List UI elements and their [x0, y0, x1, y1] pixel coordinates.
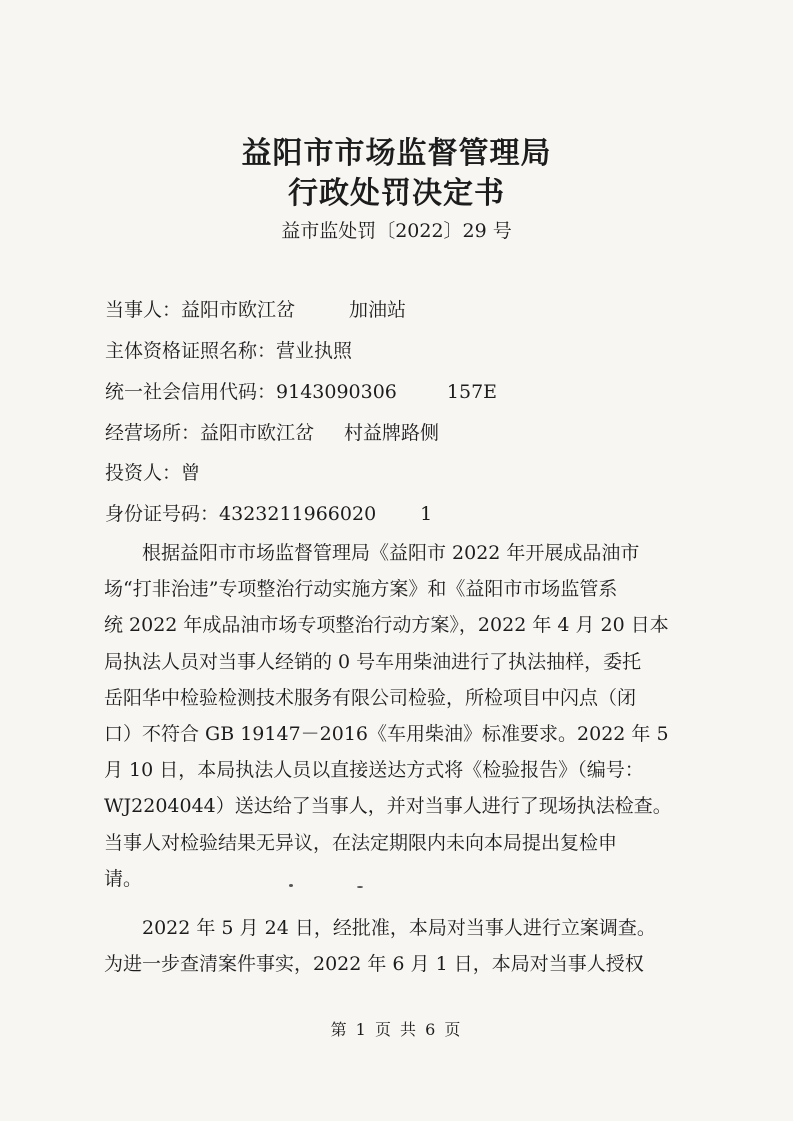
party-name-tail: 加油站	[349, 299, 407, 321]
paragraph-2	[104, 910, 694, 982]
paragraph-1-line: 局执法人员对当事人经销的 0 号车用柴油进行了执法抽样，委托	[104, 650, 642, 673]
business-address-tail: 村益牌路侧	[344, 422, 440, 444]
credit-code-label: 统一社会信用代码：	[105, 381, 277, 403]
paragraph-1-line: 场“打非治违”专项整治行动实施方案》和《益阳市市场监管系	[104, 578, 618, 601]
paragraph-1-line: 口）不符合 GB 19147－2016《车用柴油》标准要求。2022 年 5	[104, 722, 669, 745]
party-name-row	[105, 296, 406, 324]
agency-title: 益阳市市场监督管理局	[241, 136, 552, 171]
credit-code-value: 9143090306	[276, 381, 397, 403]
paragraph-1-line: WJ2204044）送达给了当事人，并对当事人进行了现场执法检查。	[104, 795, 672, 818]
license-type-value: 营业执照	[276, 340, 353, 362]
paragraph-2-line: 2022 年 5 月 24 日，经批准，本局对当事人进行立案调查。	[104, 917, 656, 939]
paragraph-2-line: 为进一步查清案件事实，2022 年 6 月 1 日，本局对当事人授权	[104, 953, 644, 976]
paragraph-1	[104, 535, 694, 897]
paragraph-1-line: 请。	[104, 867, 143, 890]
paragraph-1-line: 根据益阳市市场监督管理局《益阳市 2022 年开展成品油市	[104, 542, 640, 564]
page-number: 第 1 页 共 6 页	[330, 1020, 463, 1039]
id-number-row	[105, 500, 432, 528]
document-title: 行政处罚决定书	[288, 176, 505, 211]
investor-label: 投资人：	[105, 462, 182, 484]
party-name-value: 益阳市欧江岔	[181, 299, 296, 321]
scan-speck	[289, 884, 293, 887]
investor-value: 曾	[181, 462, 201, 484]
id-number-tail: 1	[420, 503, 433, 525]
paragraph-1-line: 岳阳华中检验检测技术服务有限公司检验，所检项目中闪点（闭	[104, 686, 637, 709]
license-type-row	[105, 337, 352, 365]
credit-code-row	[105, 378, 497, 406]
credit-code-tail: 157E	[446, 381, 498, 403]
business-address-row	[105, 419, 439, 447]
party-name-label: 当事人：	[105, 299, 182, 321]
paragraph-1-line: 统 2022 年成品油市场专项整治行动方案》，2022 年 4 月 20 日本	[104, 614, 669, 637]
id-number-value: 4323211966020	[219, 503, 377, 525]
scan-speck	[357, 886, 363, 888]
document-number: 益市监处罚〔2022〕29 号	[281, 220, 512, 242]
id-number-label: 身份证号码：	[105, 503, 220, 525]
business-address-value: 益阳市欧江岔	[200, 422, 315, 444]
business-address-label: 经营场所：	[105, 422, 201, 444]
license-type-label: 主体资格证照名称：	[105, 340, 277, 362]
paragraph-1-line: 当事人对检验结果无异议，在法定期限内未向本局提出复检申	[104, 831, 618, 854]
paragraph-1-line: 月 10 日，本局执法人员以直接送达方式将《检验报告》（编号：	[104, 759, 644, 782]
investor-row	[105, 459, 200, 487]
